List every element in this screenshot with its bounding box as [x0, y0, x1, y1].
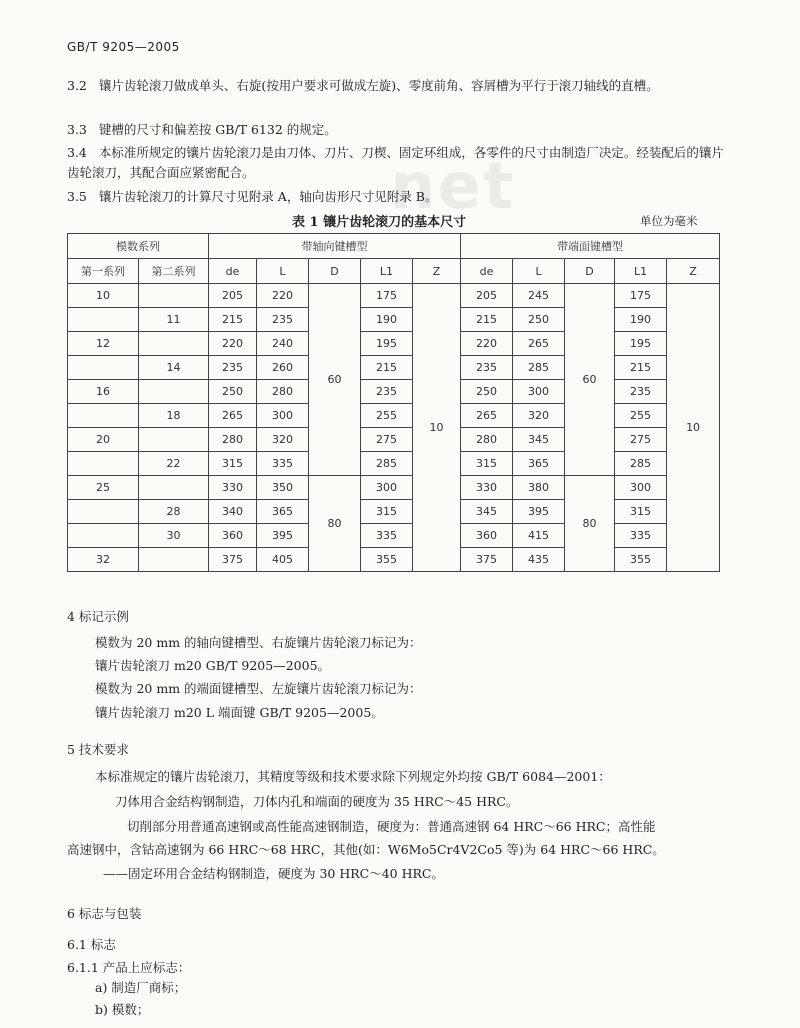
cell-end-L1: 190 — [615, 308, 667, 332]
cell-axial-L: 365 — [257, 500, 309, 524]
col-axial-de: de — [209, 259, 257, 284]
table-row — [68, 356, 720, 380]
table-row — [68, 332, 720, 356]
cell-series-2: 22 — [139, 452, 209, 476]
cell-end-Z: 10 — [667, 284, 720, 572]
cell-end-de: 330 — [461, 476, 513, 500]
cell-series-2 — [139, 284, 209, 308]
cell-end-L: 265 — [513, 332, 565, 356]
cell-axial-L: 240 — [257, 332, 309, 356]
cell-axial-L1: 355 — [361, 548, 413, 572]
col-series-1: 第一系列 — [68, 259, 139, 284]
cell-series-2 — [139, 548, 209, 572]
col-series-2: 第二系列 — [139, 259, 209, 284]
section-5-line: 高速钢中，含钴高速钢为 66 HRC～68 HRC，其他(如：W6Mo5Cr4V2Co5 等)为 64 HRC～66 HRC。 — [67, 842, 665, 857]
table-row — [68, 284, 720, 308]
cell-axial-L: 220 — [257, 284, 309, 308]
cell-axial-L: 335 — [257, 452, 309, 476]
cell-axial-L1: 300 — [361, 476, 413, 500]
cell-axial-L: 405 — [257, 548, 309, 572]
cell-end-L: 320 — [513, 404, 565, 428]
cell-end-de: 215 — [461, 308, 513, 332]
cell-series-2 — [139, 428, 209, 452]
clause-text: 本标准所规定的镶片齿轮滚刀是由刀体、刀片、刀楔、固定环组成，各零件的尺寸由制造厂决定。经装配后的镶片齿轮滚刀，其配合面应紧密配合。 — [67, 145, 724, 180]
cell-axial-de: 250 — [209, 380, 257, 404]
cell-series-1 — [68, 308, 139, 332]
cell-series-1 — [68, 500, 139, 524]
section-5-title: 5 技术要求 — [67, 742, 129, 757]
cell-end-de: 360 — [461, 524, 513, 548]
section-6-1-1: 6.1.1 产品上应标志： — [67, 960, 191, 975]
section-4-line: 模数为 20 mm 的轴向键槽型、右旋镶片齿轮滚刀标记为： — [95, 635, 422, 650]
cell-series-2: 14 — [139, 356, 209, 380]
col-axial-Z: Z — [413, 259, 461, 284]
cell-axial-L: 300 — [257, 404, 309, 428]
cell-axial-de: 375 — [209, 548, 257, 572]
col-axial-D: D — [309, 259, 361, 284]
cell-end-L: 415 — [513, 524, 565, 548]
cell-series-2 — [139, 332, 209, 356]
cell-end-de: 345 — [461, 500, 513, 524]
cell-axial-L1: 255 — [361, 404, 413, 428]
cell-series-1: 25 — [68, 476, 139, 500]
cell-axial-L1: 195 — [361, 332, 413, 356]
cell-axial-de: 235 — [209, 356, 257, 380]
cell-end-L1: 175 — [615, 284, 667, 308]
cell-series-2: 18 — [139, 404, 209, 428]
clause-text: 镶片齿轮滚刀做成单头、右旋(按用户要求可做成左旋)、零度前角、容屑槽为平行于滚刀轴线的直槽。 — [98, 78, 659, 93]
cell-series-1 — [68, 524, 139, 548]
cell-series-2 — [139, 380, 209, 404]
col-end-L1: L1 — [615, 259, 667, 284]
col-axial-L1: L1 — [361, 259, 413, 284]
col-axial-L: L — [257, 259, 309, 284]
cell-end-L1: 335 — [615, 524, 667, 548]
group-end-keyway: 带端面键槽型 — [461, 234, 720, 259]
cell-end-L: 250 — [513, 308, 565, 332]
cell-series-2: 11 — [139, 308, 209, 332]
cell-end-L1: 255 — [615, 404, 667, 428]
table-row — [68, 548, 720, 572]
cell-axial-L1: 215 — [361, 356, 413, 380]
cell-series-2: 28 — [139, 500, 209, 524]
cell-end-de: 315 — [461, 452, 513, 476]
table-unit: 单位为毫米 — [640, 214, 698, 228]
section-5-line: ——固定环用合金结构钢制造，硬度为 30 HRC～40 HRC。 — [103, 866, 444, 881]
cell-axial-de: 205 — [209, 284, 257, 308]
section-6-title: 6 标志与包装 — [67, 906, 142, 921]
section-4-line: 镶片齿轮滚刀 m20 L 端面键 GB/T 9205—2005。 — [95, 705, 384, 720]
cell-end-L1: 285 — [615, 452, 667, 476]
cell-end-L: 345 — [513, 428, 565, 452]
cell-series-1 — [68, 452, 139, 476]
cell-axial-L1: 335 — [361, 524, 413, 548]
clause-3-4 — [67, 143, 727, 183]
section-6-1: 6.1 标志 — [67, 937, 116, 952]
cell-series-1: 10 — [68, 284, 139, 308]
cell-end-L: 300 — [513, 380, 565, 404]
cell-end-D: 60 — [565, 284, 615, 476]
table-row — [68, 524, 720, 548]
table-row — [68, 308, 720, 332]
cell-end-de: 280 — [461, 428, 513, 452]
cell-series-2: 30 — [139, 524, 209, 548]
table-row — [68, 452, 720, 476]
table-row — [68, 404, 720, 428]
cell-series-1: 32 — [68, 548, 139, 572]
cell-end-de: 375 — [461, 548, 513, 572]
clause-3-5 — [67, 187, 727, 207]
cell-end-L1: 315 — [615, 500, 667, 524]
cell-axial-L: 260 — [257, 356, 309, 380]
cell-end-L: 395 — [513, 500, 565, 524]
table-row — [68, 476, 720, 500]
list-item: b) 模数； — [95, 1002, 150, 1017]
cell-end-L1: 355 — [615, 548, 667, 572]
cell-axial-L: 280 — [257, 380, 309, 404]
cell-end-de: 235 — [461, 356, 513, 380]
cell-axial-D: 80 — [309, 476, 361, 572]
cell-axial-L1: 285 — [361, 452, 413, 476]
clause-number: 3.5 — [67, 189, 87, 204]
cell-end-L1: 275 — [615, 428, 667, 452]
cell-end-L: 435 — [513, 548, 565, 572]
cell-end-L1: 235 — [615, 380, 667, 404]
cell-end-L1: 215 — [615, 356, 667, 380]
cell-end-de: 250 — [461, 380, 513, 404]
cell-axial-L1: 275 — [361, 428, 413, 452]
cell-end-D: 80 — [565, 476, 615, 572]
section-4-line: 模数为 20 mm 的端面键槽型、左旋镶片齿轮滚刀标记为： — [95, 681, 422, 696]
cell-end-de: 220 — [461, 332, 513, 356]
cell-axial-L1: 235 — [361, 380, 413, 404]
section-5-line: 刀体用合金结构钢制造，刀体内孔和端面的硬度为 35 HRC～45 HRC。 — [115, 794, 519, 809]
table-row — [68, 428, 720, 452]
cell-axial-Z: 10 — [413, 284, 461, 572]
clause-3-2 — [67, 76, 727, 96]
section-5-line: 切削部分用普通高速钢或高性能高速钢制造，硬度为：普通高速钢 64 HRC～66 HRC；高性能 — [127, 819, 656, 834]
cell-axial-de: 330 — [209, 476, 257, 500]
cell-series-1: 20 — [68, 428, 139, 452]
cell-series-1: 12 — [68, 332, 139, 356]
cell-axial-de: 220 — [209, 332, 257, 356]
watermark: net — [390, 150, 516, 224]
cell-axial-L1: 190 — [361, 308, 413, 332]
col-end-L: L — [513, 259, 565, 284]
table-row — [68, 500, 720, 524]
clause-number: 3.3 — [67, 122, 87, 137]
cell-axial-L: 235 — [257, 308, 309, 332]
cell-series-1 — [68, 404, 139, 428]
section-4-line: 镶片齿轮滚刀 m20 GB/T 9205—2005。 — [95, 658, 331, 673]
section-5-line: 本标准规定的镶片齿轮滚刀，其精度等级和技术要求除下列规定外均按 GB/T 6084—2001： — [95, 769, 611, 784]
cell-series-1 — [68, 356, 139, 380]
clause-number: 3.4 — [67, 145, 87, 160]
col-end-Z: Z — [667, 259, 720, 284]
cell-end-de: 205 — [461, 284, 513, 308]
cell-series-1: 16 — [68, 380, 139, 404]
table-row — [68, 380, 720, 404]
cell-axial-D: 60 — [309, 284, 361, 476]
list-item: a) 制造厂商标； — [95, 980, 187, 995]
cell-axial-L1: 175 — [361, 284, 413, 308]
dimensions-table — [67, 233, 720, 572]
group-axial-keyway: 带轴向键槽型 — [209, 234, 461, 259]
cell-axial-L: 320 — [257, 428, 309, 452]
cell-axial-L: 350 — [257, 476, 309, 500]
cell-series-2 — [139, 476, 209, 500]
cell-axial-de: 215 — [209, 308, 257, 332]
cell-end-L: 380 — [513, 476, 565, 500]
cell-end-L: 365 — [513, 452, 565, 476]
clause-text: 键槽的尺寸和偏差按 GB/T 6132 的规定。 — [98, 122, 337, 137]
cell-axial-de: 360 — [209, 524, 257, 548]
group-module-series: 模数系列 — [68, 234, 209, 259]
cell-end-L1: 195 — [615, 332, 667, 356]
cell-axial-de: 315 — [209, 452, 257, 476]
clause-text: 镶片齿轮滚刀的计算尺寸见附录 A，轴向齿形尺寸见附录 B。 — [98, 189, 438, 204]
cell-axial-L1: 315 — [361, 500, 413, 524]
cell-end-de: 265 — [461, 404, 513, 428]
cell-axial-de: 340 — [209, 500, 257, 524]
cell-end-L1: 300 — [615, 476, 667, 500]
section-4-title: 4 标记示例 — [67, 609, 129, 624]
cell-end-L: 285 — [513, 356, 565, 380]
table-caption: 表 1 镶片齿轮滚刀的基本尺寸 — [292, 215, 467, 230]
clause-3-3 — [67, 120, 727, 140]
cell-axial-de: 280 — [209, 428, 257, 452]
col-end-D: D — [565, 259, 615, 284]
cell-end-L: 245 — [513, 284, 565, 308]
clause-number: 3.2 — [67, 78, 87, 93]
col-end-de: de — [461, 259, 513, 284]
standard-number: GB/T 9205—2005 — [67, 40, 180, 54]
cell-axial-L: 395 — [257, 524, 309, 548]
cell-axial-de: 265 — [209, 404, 257, 428]
